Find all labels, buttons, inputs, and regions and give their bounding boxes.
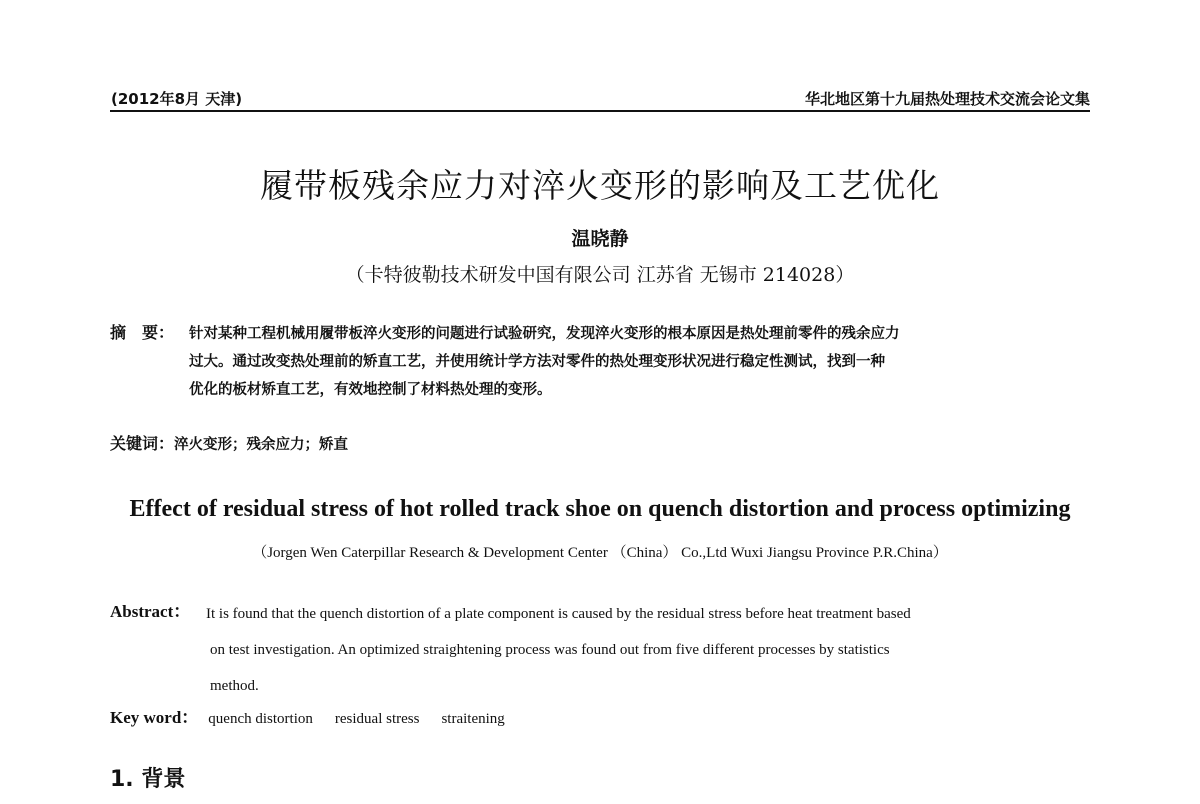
- paper-title-en: Effect of residual stress of hot rolled track shoe on quench distortion and process optimizing: [129, 496, 1071, 522]
- abstract-cn-line: 过大。通过改变热处理前的矫直工艺，并使用统计学方法对零件的热处理变形状况进行稳定性测试，找到一种: [189, 353, 885, 370]
- keyword-en-item: quench distortion: [208, 711, 313, 727]
- keywords-cn-label: 关键词：: [110, 434, 175, 453]
- abstract-en-line: method.: [210, 678, 259, 694]
- keywords-cn-text: 淬火变形；残余应力；矫直: [174, 436, 349, 453]
- keywords-en-label: Key word：: [110, 708, 199, 727]
- abstract-en-label: Abstract：: [110, 602, 191, 621]
- abstract-en-line: on test investigation. An optimized straightening process was found out from five different processes by statistics: [210, 642, 890, 658]
- author-name: 温晓静: [571, 228, 629, 250]
- abstract-cn-line: 优化的板材矫直工艺，有效地控制了材料热处理的变形。: [189, 381, 552, 398]
- keyword-en-item: straitening: [441, 711, 505, 727]
- abstract-cn-line: 针对某种工程机械用履带板淬火变形的问题进行试验研究，发现淬火变形的根本原因是热处理前零件的残余应力: [189, 325, 900, 342]
- paper-title: 履带板残余应力对淬火变形的影响及工艺优化: [260, 166, 940, 205]
- keywords-cn: [110, 431, 348, 454]
- keyword-en-item: residual stress: [334, 711, 420, 727]
- abstract-en-line: It is found that the quench distortion of a plate component is caused by the residual stress before heat treatment based: [206, 606, 911, 622]
- author-affiliation-en: （Jorgen Wen Caterpillar Research & Development Center （China） Co.,Ltd Wuxi Jiangsu Province P.R.China）: [252, 545, 948, 561]
- keywords-en: [110, 703, 505, 728]
- abstract-cn-body: [189, 320, 1090, 404]
- header-proceedings-title: 华北地区第十九届热处理技术交流会论文集: [804, 90, 1090, 108]
- header-divider: [110, 110, 1090, 112]
- abstract-en-body: [206, 596, 1090, 704]
- section-heading: 1. 背景: [110, 767, 186, 792]
- author-affiliation: （卡特彼勒技术研发中国有限公司 江苏省 无锡市 214028）: [345, 264, 855, 286]
- abstract-cn-label: 摘 要：: [110, 323, 175, 342]
- header-conference-date: (2012年8月 天津): [111, 90, 243, 108]
